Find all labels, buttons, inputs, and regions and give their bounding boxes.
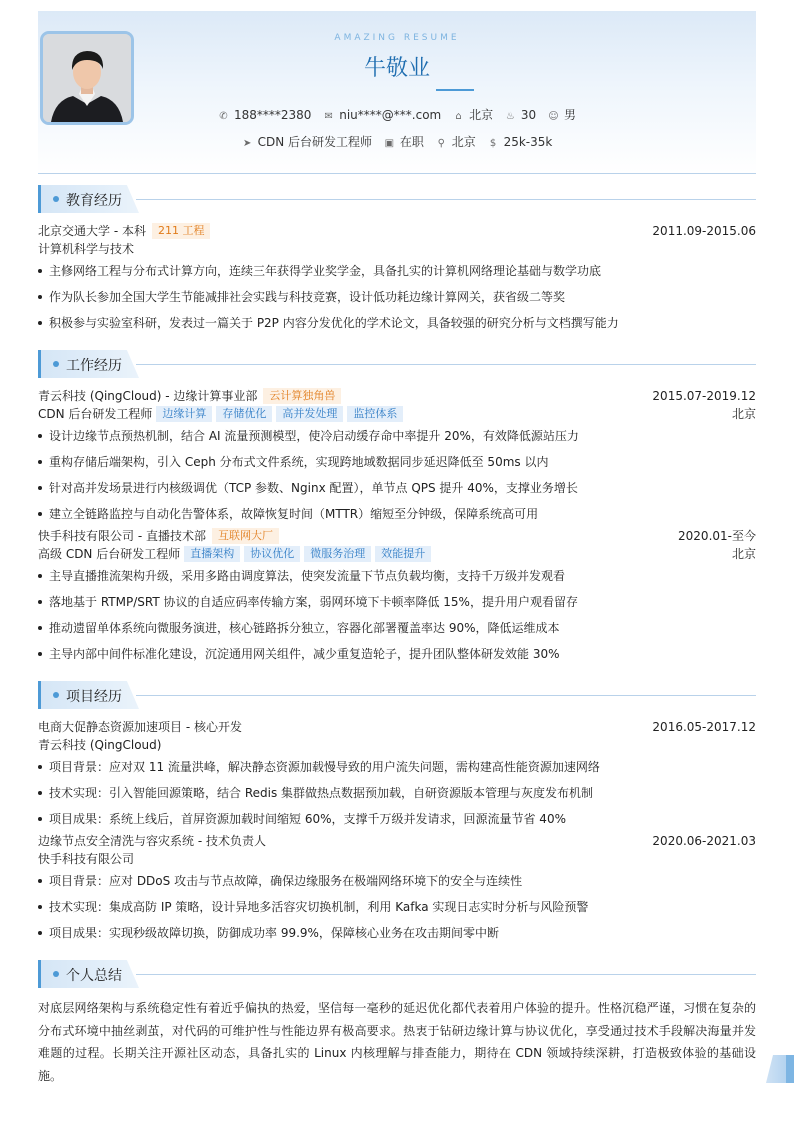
candidate-name: 牛敬业 [363,56,430,81]
name-underline [436,89,474,91]
education-date: 2011.09-2015.06 [652,224,756,238]
salary-item [488,135,553,149]
section-projects [38,681,756,709]
target-role-item [242,133,372,150]
target-city-item [436,133,476,150]
project-date: 2020.06-2021.03 [652,834,756,848]
section-title: 工作经历 [66,358,122,374]
status-text: 在职 [399,135,424,149]
section-title: 教育经历 [66,193,122,209]
hometown-item [453,106,493,123]
work-city: 北京 [731,407,756,421]
project-title: 电商大促静态资源加速项目 - 核心开发 [38,720,242,734]
project-title: 边缘节点安全清洗与容灾系统 - 技术负责人 [38,834,266,848]
list-item: 主导直播推流架构升级，采用多路由调度算法，使突发流量下节点负载均衡，支持千万级并发观看 [38,563,756,589]
summary-text: 对底层网络架构与系统稳定性有着近乎偏执的热爱，坚信每一毫秒的延迟优化都代表着用户体验的提升。性格沉稳严谨，习惯在复杂的分布式环境中抽丝剥茧，对代码的可维护性与性能边界有极高要求。热衷于钻研边缘计算与协议优化，享受通过技术手段解决海量并发难题的过程。长期关注开源社区动态，具备扎实的 Linux 内核理解与排查能力，期待在 CDN 领域持续深耕，打造极致体验的基础设施。 [38,1001,756,1083]
skill-tag: 效能提升 [375,546,431,562]
education-entry [38,222,756,336]
skill-tag: 高并发处理 [276,406,343,422]
section-divider [136,974,756,975]
project-date: 2016.05-2017.12 [652,720,756,734]
send-icon: ➤ [242,138,252,149]
mail-icon: ✉ [324,111,333,122]
section-dot-icon [53,361,59,367]
job-title: 高级 CDN 后台研发工程师 [38,547,181,561]
list-item: 落地基于 RTMP/SRT 协议的自适应码率传输方案，弱网环境下卡顿率降低 15%，提升用户观看留存 [38,589,756,615]
resume-page [38,0,756,1083]
briefcase-icon: ▣ [384,138,395,149]
skill-tag: 存储优化 [216,406,272,422]
list-item: 项目背景：应对双 11 流量洪峰，解决静态资源加载慢导致的用户流失问题，需构建高性能资源加速网络 [38,754,756,780]
target-city-text: 北京 [451,135,476,149]
list-item: 设计边缘节点预热机制，结合 AI 流量预测模型，使冷启动缓存命中率提升 20%，有效降低源站压力 [38,423,756,449]
company-tag: 互联网大厂 [212,528,279,544]
list-item: 重构存储后端架构，引入 Ceph 分布式文件系统，实现跨地域数据同步延迟降低至 50ms 以内 [38,449,756,475]
phone-text: 188****2380 [233,108,312,122]
section-education [38,185,756,213]
skill-tag: 微服务治理 [304,546,371,562]
section-dot-icon [53,196,59,202]
work-date: 2020.01-至今 [678,529,756,543]
age-item [505,108,536,122]
list-item: 积极参与实验室科研，发表过一篇关于 P2P 内容分发优化的学术论文，具备较强的研究分析与文档撰写能力 [38,310,756,336]
list-item: 针对高并发场景进行内核级调优（TCP 参数、Nginx 配置），单节点 QPS 提升 40%，支撑业务增长 [38,475,756,501]
home-icon: ⌂ [455,111,462,122]
project-org: 青云科技 (QingCloud) [38,738,162,752]
hometown-text: 北京 [469,108,494,122]
cake-icon: ♨ [505,111,515,122]
salary-text: 25k-35k [503,135,553,149]
skill-tag: 监控体系 [347,406,403,422]
list-item: 作为队长参加全国大学生节能减排社会实践与科技竞赛，设计低功耗边缘计算网关，获省级二等奖 [38,284,756,310]
list-item: 推动遗留单体系统向微服务演进，核心链路拆分独立，容器化部署覆盖率达 90%，降低运维成本 [38,615,756,641]
company-name: 青云科技 (QingCloud) - 边缘计算事业部 [38,389,258,403]
location-icon: ⚲ [437,138,445,149]
resume-header [38,11,756,174]
section-title: 项目经历 [66,689,122,705]
email-text: niu****@***.com [339,108,442,122]
gender-text: 男 [564,108,577,122]
status-item [384,133,424,150]
list-item: 建立全链路监控与自动化告警体系，故障恢复时间（MTTR）缩短至分钟级，保障系统高可用 [38,501,756,527]
section-title: 个人总结 [66,968,122,984]
gender-icon: ☺ [548,111,559,122]
project-entry [38,832,756,946]
section-summary [38,960,756,988]
skill-tag: 边缘计算 [156,406,212,422]
gender-item [548,106,576,123]
section-dot-icon [53,971,59,977]
work-date: 2015.07-2019.12 [652,389,756,403]
job-intent-row [38,133,756,150]
project-entry [38,718,756,832]
project-org: 快手科技有限公司 [38,852,135,866]
list-item: 项目成果：系统上线后，首屏资源加载时间缩短 60%，支撑千万级并发请求，回源流量节省 40% [38,806,756,832]
company-tag: 云计算独角兽 [263,388,341,404]
list-item: 主导内部中间件标准化建设，沉淀通用网关组件，减少重复造轮子，提升团队整体研发效能 30% [38,641,756,667]
skill-tag: 直播架构 [184,546,240,562]
work-entry [38,387,756,527]
section-divider [136,695,756,696]
section-dot-icon [53,692,59,698]
section-divider [136,199,756,200]
age-text: 30 [520,108,537,122]
job-title: CDN 后台研发工程师 [38,407,153,421]
resume-subtitle: AMAZING RESUME [334,33,460,43]
salary-icon: $ [489,138,497,149]
list-item: 技术实现：引入智能回源策略，结合 Redis 集群做热点数据预加载，自研资源版本管理与灰度发布机制 [38,780,756,806]
corner-accent [786,1055,794,1083]
major: 计算机科学与技术 [38,242,135,256]
phone-icon: ✆ [219,111,228,122]
work-entry [38,527,756,667]
contact-row [38,106,756,123]
section-divider [136,364,756,365]
list-item: 主修网络工程与分布式计算方向，连续三年获得学业奖学金，具备扎实的计算机网络理论基础与数学功底 [38,258,756,284]
list-item: 项目背景：应对 DDoS 攻击与节点故障，确保边缘服务在极端网络环境下的安全与连续性 [38,868,756,894]
phone-item [218,108,311,122]
section-work [38,350,756,378]
school-tag: 211 工程 [152,223,211,239]
company-name: 快手科技有限公司 - 直播技术部 [38,529,206,543]
list-item: 项目成果：实现秒级故障切换，防御成功率 99.9%，保障核心业务在攻击期间零中断 [38,920,756,946]
target-role-text: CDN 后台研发工程师 [257,135,373,149]
list-item: 技术实现：集成高防 IP 策略，设计异地多活容灾切换机制，利用 Kafka 实现日志实时分析与风险预警 [38,894,756,920]
skill-tag: 协议优化 [244,546,300,562]
email-item [323,108,441,122]
work-city: 北京 [731,547,756,561]
school-name: 北京交通大学 - 本科 [38,224,146,238]
